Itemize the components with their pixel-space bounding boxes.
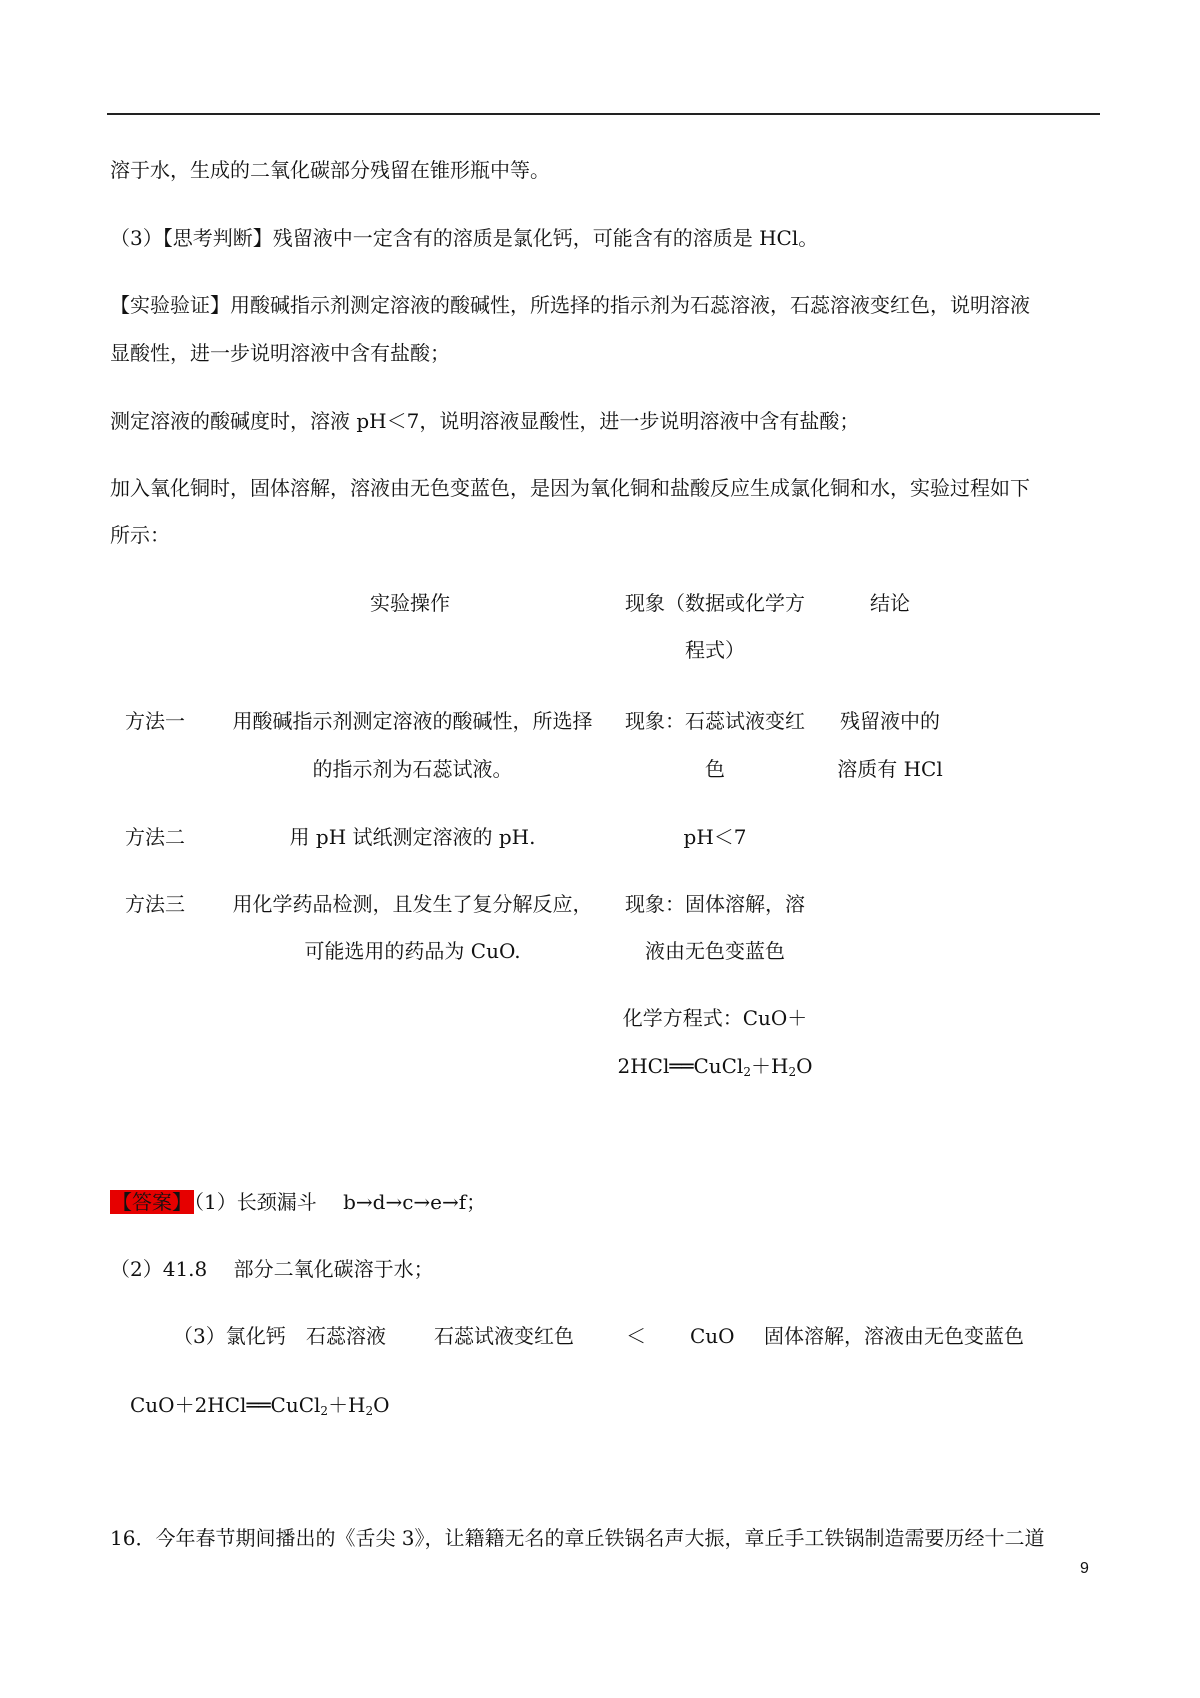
method-label: 方法三	[125, 892, 185, 916]
answer-line: 【答案】 （1）长颈漏斗 b→d→c→e→f；	[112, 1190, 487, 1214]
operation-text: 用 pH 试纸测定溶液的 pH.	[289, 825, 536, 849]
answer-line: （2）41.8 部分二氧化碳溶于水；	[110, 1257, 434, 1281]
header-phenomenon: 程式）	[685, 638, 745, 662]
phenomenon-text: 现象：固体溶解，溶	[625, 892, 805, 916]
answer-item: 固体溶解，溶液由无色变蓝色	[764, 1324, 1024, 1348]
paragraph-line: 溶于水，生成的二氧化碳部分残留在锥形瓶中等。	[110, 158, 550, 182]
operation-text: 的指示剂为石蕊试液。	[312, 757, 513, 781]
method-label: 方法一	[125, 709, 185, 733]
question-16: 16．今年春节期间播出的《舌尖 3》，让籍籍无名的章丘铁锅名声大振，章丘手工铁锅制造需要历经十二道	[110, 1526, 1045, 1550]
answer-item: 石蕊溶液	[306, 1324, 386, 1348]
answer-item: 石蕊试液变红色	[434, 1324, 574, 1348]
header-conclusion: 结论	[870, 591, 910, 615]
answer-item: ＜	[626, 1324, 646, 1348]
operation-text: 用酸碱指示剂测定溶液的酸碱性，所选择	[232, 709, 593, 733]
header-phenomenon: 现象（数据或化学方	[625, 591, 805, 615]
header-operation: 实验操作	[370, 591, 450, 615]
phenomenon-text: 色	[705, 757, 725, 781]
paragraph-line: 显酸性，进一步说明溶液中含有盐酸；	[110, 341, 450, 365]
paragraph-line: 加入氧化铜时，固体溶解，溶液由无色变蓝色，是因为氧化铜和盐酸反应生成氯化铜和水，实验过程如下	[110, 476, 1030, 500]
header-rule	[107, 113, 1100, 115]
paragraph-line: （3）【思考判断】残留液中一定含有的溶质是氯化钙，可能含有的溶质是 HCl。	[110, 226, 819, 250]
answer-item: （3）氯化钙	[173, 1324, 286, 1348]
phenomenon-text: pH＜7	[683, 825, 747, 849]
conclusion-text: 溶质有 HCl	[837, 757, 943, 781]
conclusion-text: 残留液中的	[840, 709, 940, 733]
operation-text: 用化学药品检测，且发生了复分解反应，	[232, 892, 593, 916]
paragraph-line: 【实验验证】用酸碱指示剂测定溶液的酸碱性，所选择的指示剂为石蕊溶液，石蕊溶液变红色，说明溶液	[110, 293, 1030, 317]
answer-badge: 【答案】	[112, 1190, 192, 1214]
page-number: 9	[1080, 1560, 1089, 1577]
phenomenon-text: 化学方程式：CuO＋	[622, 1006, 808, 1030]
method-label: 方法二	[125, 825, 185, 849]
answer-equation: $CuO+2HCl══CuCl_2+H_2O$	[130, 1393, 390, 1418]
paragraph-line: 测定溶液的酸碱度时，溶液 pH＜7，说明溶液显酸性，进一步说明溶液中含有盐酸；	[110, 409, 860, 433]
phenomenon-text: 现象：石蕊试液变红	[625, 709, 805, 733]
chemical-equation: $2HCl══CuCl_2+H_2O$	[617, 1054, 813, 1079]
answer-item: CuO	[690, 1324, 735, 1348]
phenomenon-text: 液由无色变蓝色	[645, 939, 785, 963]
paragraph-line: 所示：	[110, 523, 170, 547]
operation-text: 可能选用的药品为 CuO.	[304, 939, 521, 963]
